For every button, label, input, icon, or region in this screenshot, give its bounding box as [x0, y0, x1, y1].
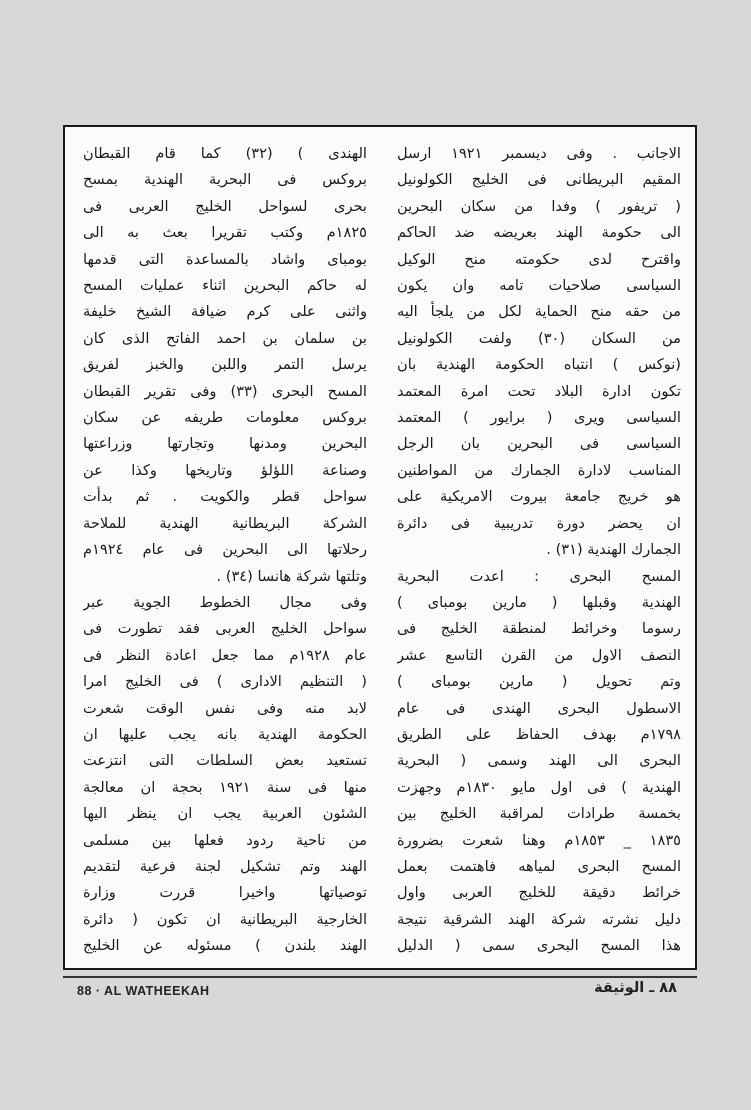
text-line: بحرى لسواحل الخليج العربى فى [83, 197, 367, 215]
text-line: وفى مجال الخطوط الجوية عبر [83, 593, 367, 611]
text-line: منها فى سنة ١٩٢١ بحجة ان معالجة [83, 778, 367, 796]
text-line: الهند وتم تشكيل لجنة فرعية لتقديم [83, 857, 367, 875]
text-line: هو خريج جامعة بيروت الامريكية على [397, 488, 681, 506]
text-line: وصناعة اللؤلؤ وتاريخها وكذا عن [83, 461, 367, 479]
text-line: المسح البحرى : اعدت البحرية [397, 567, 681, 585]
footer-right-label: ٨٨ ـ الوثيقة [594, 980, 677, 996]
text-line: من السكان (٣٠) ولفت الكولونيل [397, 329, 681, 347]
column-right [397, 141, 681, 960]
text-line: وتم تحويل ( مارين بومباى ) [397, 673, 681, 691]
text-line: تكون ادارة البلاد تحت امرة المعتمد [397, 382, 681, 400]
text-line: توصياتها واخيرا قررت وزارة [83, 884, 367, 902]
text-line: رحلاتها الى البحرين فى عام ١٩٢٤م [83, 541, 367, 559]
text-line: هذا المسح البحرى سمى ( الدليل [397, 937, 681, 955]
text-line: ١٨٢٥م وكتب تقريرا بعث به الى [83, 224, 367, 242]
text-line: له حاكم البحرين اثناء عمليات المسح [83, 277, 367, 295]
text-line: البحرى الى الهند وسمى ( البحرية [397, 752, 681, 770]
text-line: المقيم البريطانى فى الخليج الكولونيل [397, 171, 681, 189]
text-line: من حقه منح الحماية لكل من يلجأ اليه [397, 303, 681, 321]
text-line: الشئون العربية يجب ان ينظر اليها [83, 805, 367, 823]
text-line: عام ١٩٢٨م مما جعل اعادة النظر فى [83, 646, 367, 664]
text-line: الاسطول البحرى الهندى فى عام [397, 699, 681, 717]
text-line: بن سلمان بن احمد الفاتح الذى كان [83, 329, 367, 347]
text-line: (نوكس ) انتباه الحكومة الهندية بان [397, 356, 681, 374]
text-line: سواحل الخليج العربى فقد تطورت فى [83, 620, 367, 638]
text-line: الهند بلندن ) مسئوله عن الخليج [83, 937, 367, 955]
text-line: الشركة البريطانية الهندية للملاحة [83, 514, 367, 532]
text-line: وتلتها شركة هانسا (٣٤) . [216, 567, 367, 585]
text-line: الخارجية البريطانية ان تكون ( دائرة [83, 910, 367, 928]
footer-left-label: 88 · AL WATHEEKAH [77, 984, 210, 998]
text-line: الهندى ) (٣٢) كما قام القبطان [83, 145, 367, 162]
text-line: رسوما وخرائط لمنطقة الخليج فى [397, 620, 681, 638]
text-line: المناسب لادارة الجمارك من المواطنين [397, 461, 681, 479]
text-line: من ناحية ردود فعلها بين مسلمى [83, 831, 367, 849]
text-line: دليل نشرته شركة الهند الشرقية نتيجة [397, 910, 681, 928]
text-line: ١٨٣٥ _ ١٨٥٣م وهنا شعرت بضرورة [397, 831, 681, 849]
text-line: الاجانب . وفى ديسمبر ١٩٢١ ارسل [397, 145, 681, 162]
column-left [83, 141, 367, 960]
text-line: الى حكومة الهند بعريضه ضد الحاكم [397, 224, 681, 242]
text-line: تستعيد بعض السلطات التى انتزعت [83, 752, 367, 770]
text-line: البحرين ومدنها وتجارتها وزراعتها [83, 435, 367, 453]
text-frame [63, 125, 697, 970]
text-line: سواحل قطر والكويت . ثم بدأت [83, 488, 367, 506]
text-line: الجمارك الهندية (٣١) . [546, 541, 681, 559]
text-line: واقترح لدى حكومته منح الوكيل [397, 250, 681, 268]
text-line: بروكس فى البحرية الهندية بمسح [83, 171, 367, 189]
text-line: المسح البحرى (٣٣) وفى تقرير القبطان [83, 382, 367, 400]
text-line: واثنى على كرم ضيافة الشيخ خليفة [83, 303, 367, 321]
text-line: خرائط دقيقة للخليج العربى واول [397, 884, 681, 902]
text-line: السياسى صلاحيات تامه وان يكون [397, 277, 681, 295]
text-line: بخمسة طرادات لمراقبة الخليج بين [397, 805, 681, 823]
text-line: الهندية ) فى اول مايو ١٨٣٠م وجهزت [397, 778, 681, 796]
text-line: ان يحضر دورة تدريبية فى دائرة [397, 514, 681, 532]
text-line: ( التنظيم الادارى ) فى الخليج امرا [83, 673, 367, 691]
text-line: بروكس معلومات طريفه عن سكان [83, 409, 367, 427]
text-line: ( تريفور ) وفدا من سكان البحرين [397, 197, 681, 215]
text-line: السياسى فى البحرين بان الرجل [397, 435, 681, 453]
text-line: يرسل التمر واللبن والخبز لفريق [83, 356, 367, 374]
text-line: السياسى ويرى ( برايور ) المعتمد [397, 409, 681, 427]
text-line: الحكومة الهندية بانه يجب عليها ان [83, 725, 367, 743]
text-line: لابد منه وفى نفس الوقت شعرت [83, 699, 367, 717]
text-line: الهندية وقبلها ( مارين بومباى ) [397, 593, 681, 611]
text-line: المسح البحرى لمياهه فاهتمت بعمل [397, 857, 681, 875]
text-line: النصف الاول من القرن التاسع عشر [397, 646, 681, 664]
text-line: بومباى واشاد بالمساعدة التى قدمها [83, 250, 367, 268]
text-line: ١٧٩٨م بهدف الحفاظ على الطريق [397, 725, 681, 743]
page-footer [63, 976, 697, 1002]
